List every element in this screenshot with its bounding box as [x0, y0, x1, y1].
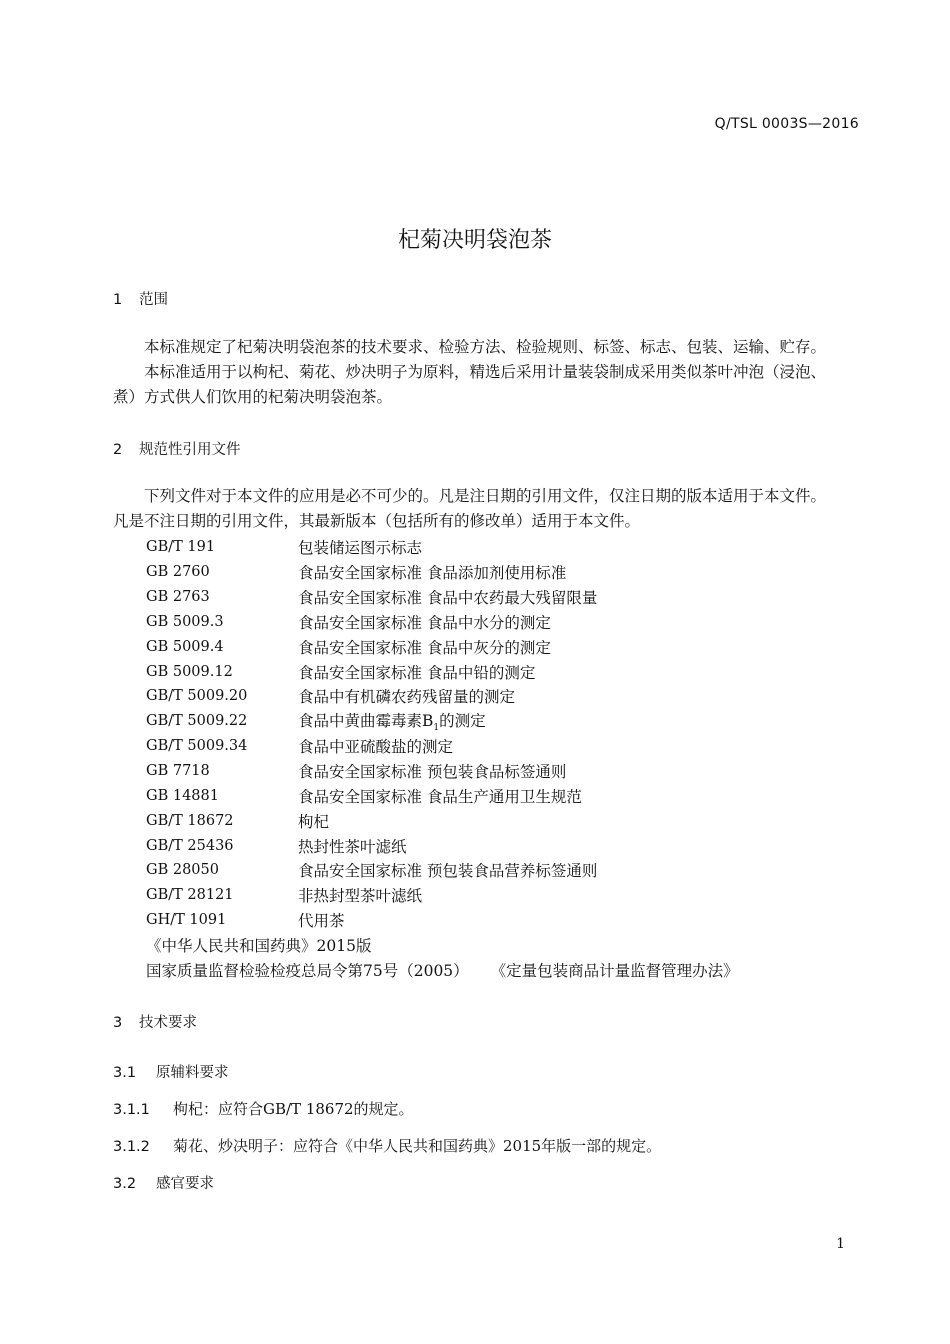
reference-row — [146, 585, 866, 610]
reference-row — [146, 883, 866, 908]
reference-name: 食品安全国家标准 食品添加剂使用标准 — [298, 564, 567, 583]
reference-code: GB/T 25436 — [146, 837, 234, 854]
reference-name-subscript: 1 — [433, 723, 440, 734]
clause-number: 3.1.2 — [113, 1139, 150, 1155]
reference-name: 食品安全国家标准 食品中农药最大残留限量 — [298, 589, 598, 608]
reference-code: GB/T 5009.34 — [146, 738, 248, 755]
section-2-paragraph — [113, 484, 861, 534]
reference-name: 食品安全国家标准 食品中灰分的测定 — [298, 638, 551, 657]
reference-row — [146, 808, 866, 833]
reference-name: 食品安全国家标准 食品生产通用卫生规范 — [298, 787, 582, 806]
reference-code: GB 5009.3 — [146, 613, 224, 630]
reference-code: GB 2763 — [146, 589, 210, 606]
reference-name: 热封性茶叶滤纸 — [298, 837, 407, 856]
reference-name: 枸杞 — [298, 812, 330, 831]
reference-text: 国家质量监督检验检疫总局令第75号（2005） — [146, 961, 469, 980]
reference-name: 食品中亚硫酸盐的测定 — [298, 738, 454, 757]
reference-row — [146, 684, 866, 709]
reference-row — [146, 535, 866, 560]
section-1-heading — [113, 288, 168, 309]
clause-number: 3.1.1 — [113, 1102, 150, 1118]
reference-row — [146, 734, 866, 759]
reference-row — [146, 833, 866, 858]
reference-name: 食品安全国家标准 食品中铅的测定 — [298, 663, 536, 682]
section-3-heading — [113, 1011, 197, 1032]
section-2-heading — [113, 438, 241, 459]
section-number: 1 — [113, 292, 123, 308]
reference-row — [146, 759, 866, 784]
section-number: 2 — [113, 442, 123, 458]
section-title: 范围 — [139, 292, 168, 308]
paragraph-line: 凡是不注日期的引用文件，其最新版本（包括所有的修改单）适用于本文件。 — [113, 512, 641, 530]
clause-3-1-2 — [113, 1135, 661, 1156]
reference-row — [146, 560, 866, 585]
section-number: 3.1 — [113, 1065, 137, 1081]
reference-name: 食品安全国家标准 食品中水分的测定 — [298, 613, 551, 632]
reference-row — [146, 783, 866, 808]
clause-3-1-1 — [113, 1098, 414, 1119]
reference-row — [146, 634, 866, 659]
reference-decree — [146, 957, 866, 982]
section-number: 3.2 — [113, 1176, 137, 1192]
reference-row — [146, 610, 866, 635]
reference-row — [146, 858, 866, 883]
paragraph-line: 本标准适用于以枸杞、菊花、炒决明子为原料，精选后采用计量装袋制成采用类似茶叶冲泡（浸泡、 — [144, 363, 827, 381]
reference-text: 《定量包装商品计量监督管理办法》 — [490, 961, 739, 980]
reference-code: GH/T 1091 — [146, 912, 227, 929]
reference-name-text: 食品中黄曲霉毒素B — [298, 712, 434, 731]
reference-row — [146, 908, 866, 933]
reference-pharmacopoeia — [146, 933, 866, 958]
reference-name: 代用茶 — [298, 912, 345, 931]
reference-name: 食品安全国家标准 预包装食品营养标签通则 — [298, 862, 598, 881]
clause-text: 菊花、炒决明子：应符合《中华人民共和国药典》2015年版一部的规定。 — [173, 1137, 662, 1155]
reference-code: GB/T 18672 — [146, 812, 234, 829]
reference-code: GB 5009.4 — [146, 638, 224, 655]
reference-row — [146, 709, 866, 734]
reference-name: 非热封型茶叶滤纸 — [298, 887, 423, 906]
section-title: 感官要求 — [156, 1176, 214, 1192]
reference-code: GB 7718 — [146, 763, 210, 780]
reference-row — [146, 659, 866, 684]
reference-code: GB 2760 — [146, 564, 210, 581]
reference-code: GB/T 28121 — [146, 887, 234, 904]
paragraph-line: 下列文件对于本文件的应用是必不可少的。凡是注日期的引用文件，仅注日期的版本适用于本文件。 — [144, 487, 827, 505]
reference-name: 包装储运图示标志 — [298, 539, 423, 558]
reference-name: 食品中有机磷农药残留量的测定 — [298, 688, 516, 707]
reference-code: GB/T 5009.20 — [146, 688, 248, 705]
reference-code: GB/T 5009.22 — [146, 713, 248, 730]
section-title: 规范性引用文件 — [139, 442, 241, 458]
section-3-2-heading — [113, 1172, 214, 1193]
reference-code: GB/T 191 — [146, 539, 216, 556]
paragraph-line: 煮）方式供人们饮用的杞菊决明袋泡茶。 — [113, 388, 393, 406]
reference-code: GB 5009.12 — [146, 663, 233, 680]
section-1-paragraph-1: 本标准规定了杞菊决明袋泡茶的技术要求、检验方法、检验规则、标签、标志、包装、运输、贮存。 — [144, 338, 827, 356]
reference-code: GB 14881 — [146, 787, 219, 804]
reference-code: GB 28050 — [146, 862, 219, 879]
reference-name: 食品安全国家标准 预包装食品标签通则 — [298, 763, 567, 782]
section-number: 3 — [113, 1015, 123, 1031]
normative-references-list — [146, 535, 866, 982]
reference-name-text: 的测定 — [439, 712, 486, 731]
section-title: 原辅料要求 — [156, 1065, 229, 1081]
section-title: 技术要求 — [139, 1015, 197, 1031]
page-number: 1 — [836, 1236, 845, 1252]
section-1-paragraph-2 — [113, 360, 861, 410]
reference-text: 《中华人民共和国药典》2015版 — [146, 936, 372, 955]
reference-name — [298, 709, 486, 733]
clause-text: 枸杞：应符合GB/T 18672的规定。 — [173, 1100, 414, 1118]
section-3-1-heading — [113, 1061, 229, 1082]
document-code: Q/TSL 0003S—2016 — [714, 116, 859, 132]
page-title: 杞菊决明袋泡茶 — [397, 227, 552, 253]
